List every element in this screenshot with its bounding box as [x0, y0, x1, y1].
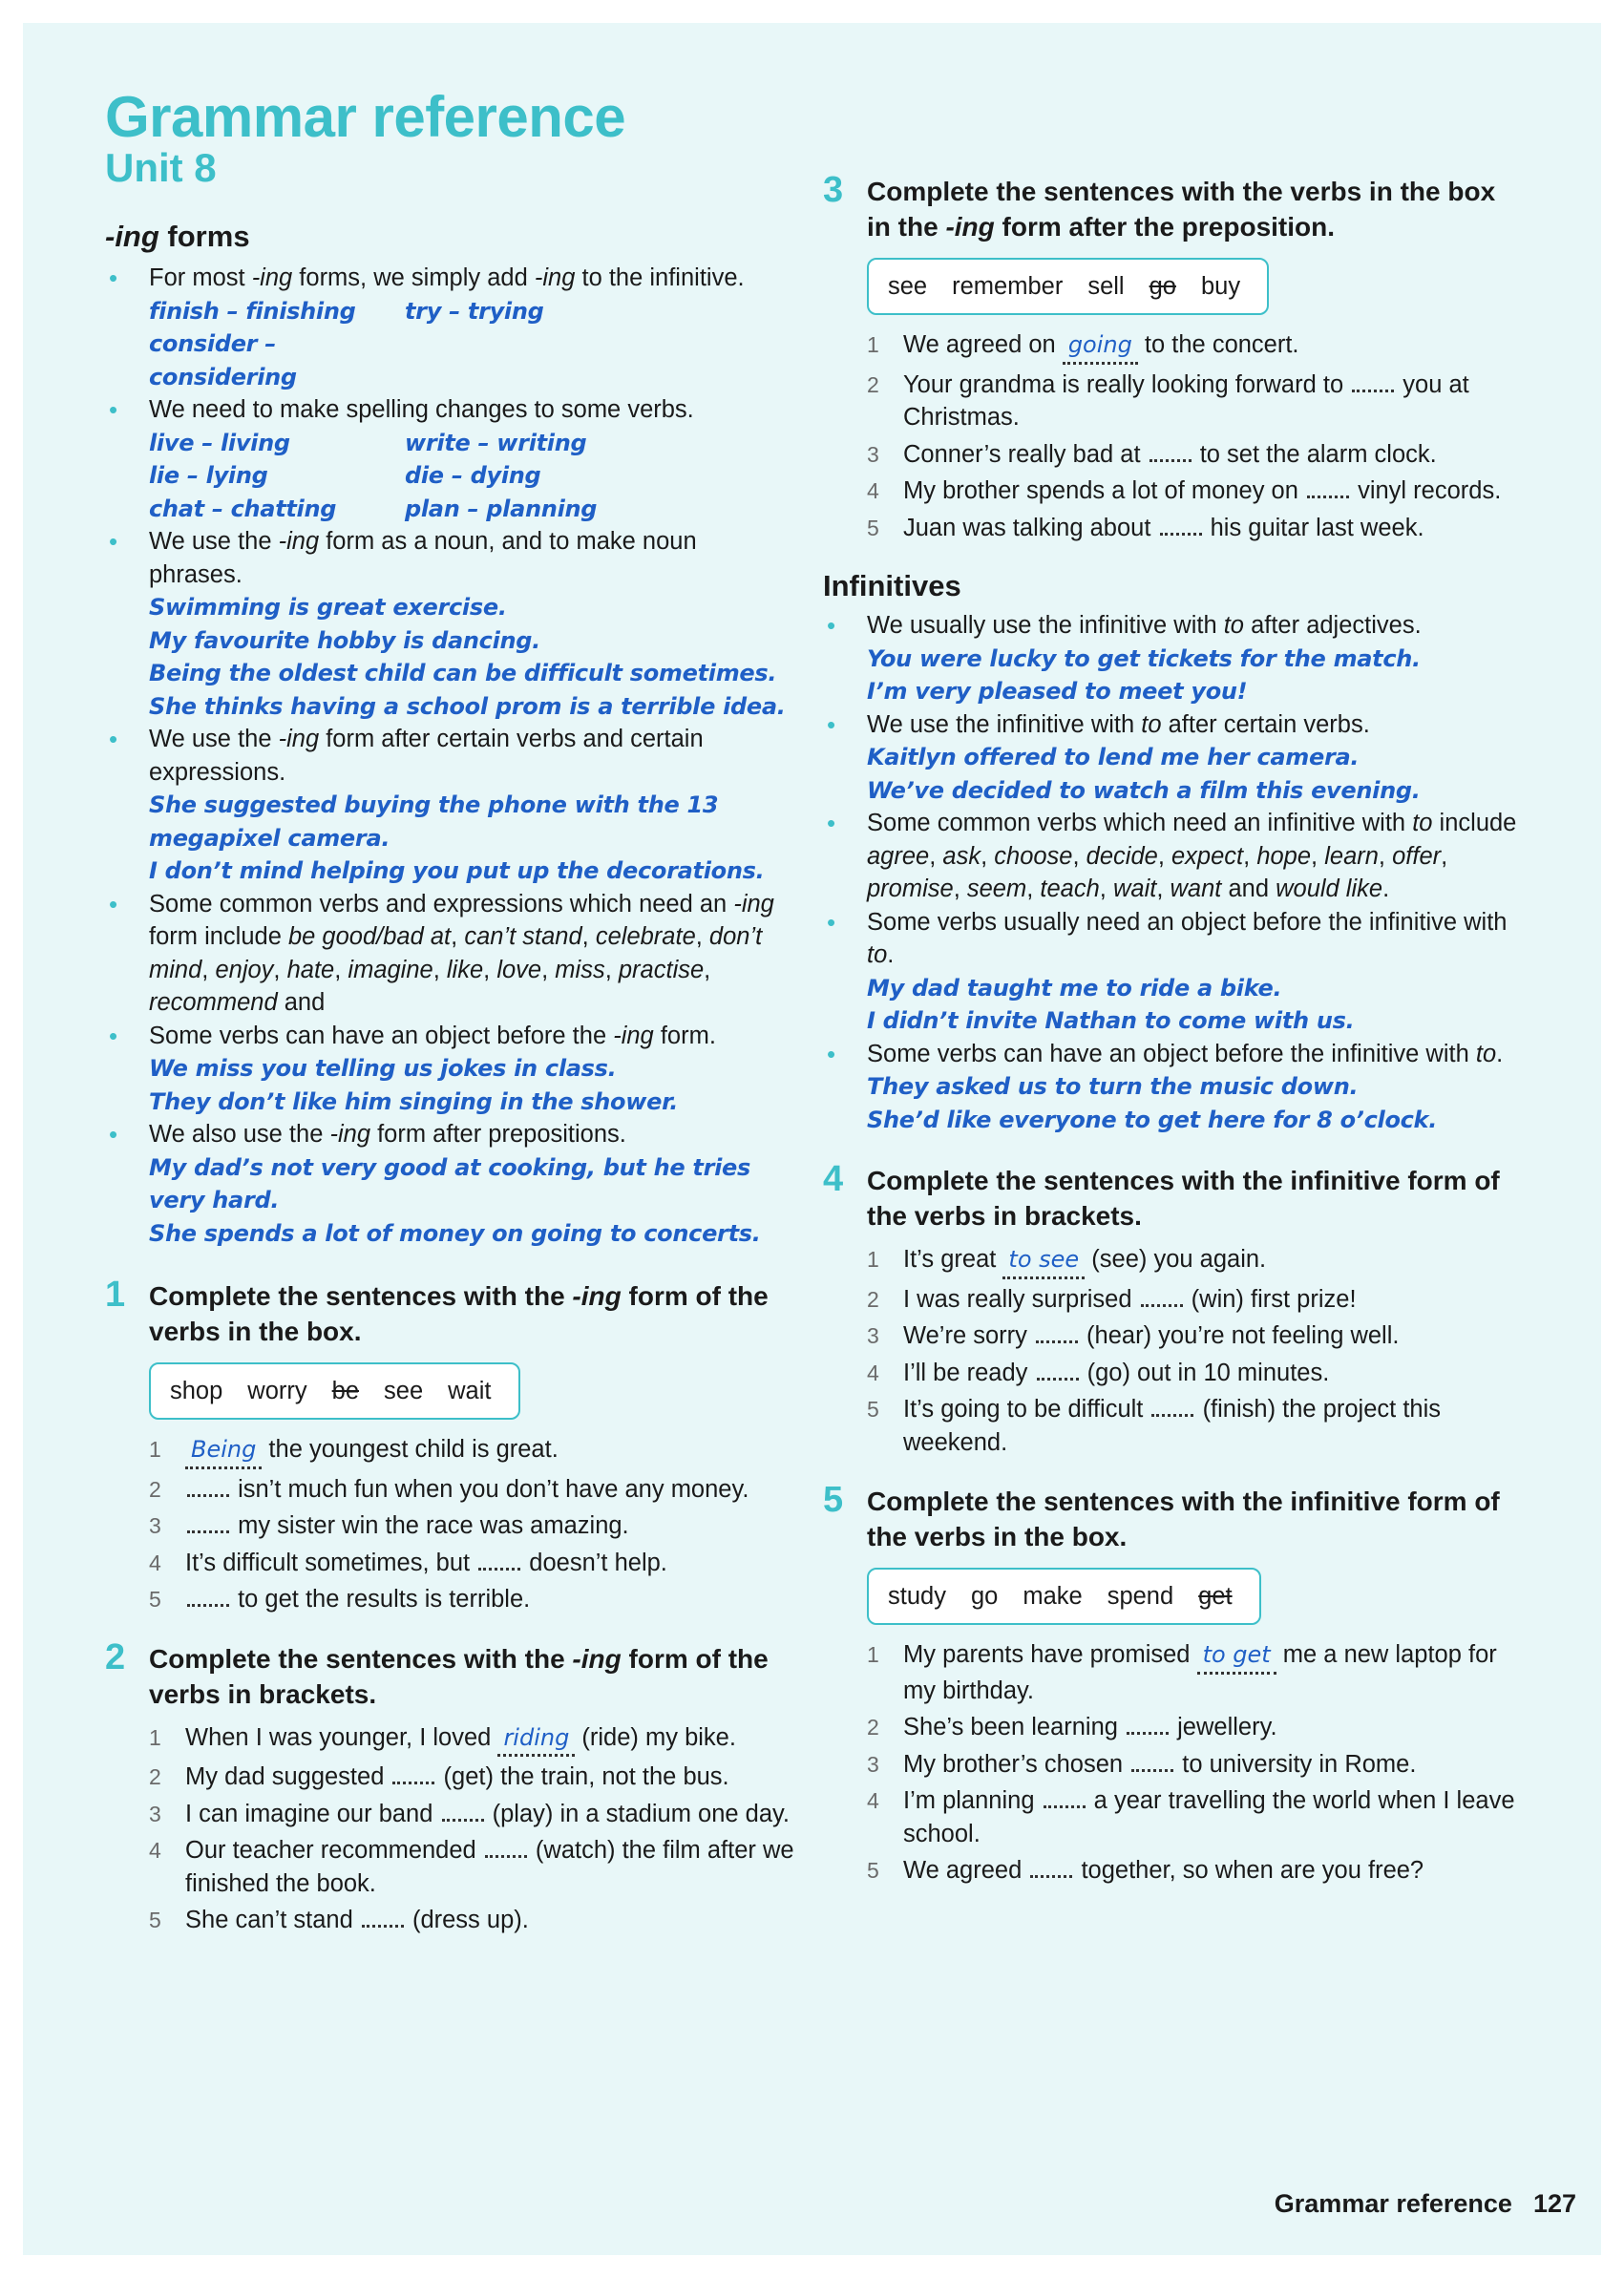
- example: plan – planning: [405, 495, 598, 522]
- answer-blank[interactable]: [1036, 1319, 1078, 1343]
- answer-blank[interactable]: [1127, 1711, 1169, 1735]
- answer-blank[interactable]: [1151, 1393, 1193, 1417]
- page-footer: [1275, 2189, 1576, 2219]
- answer-blank[interactable]: [1307, 475, 1349, 498]
- answer-blank[interactable]: to get: [1197, 1638, 1276, 1675]
- exercise-items: [867, 328, 1518, 544]
- answer-blank[interactable]: riding: [497, 1721, 575, 1758]
- exercise-number: 4: [823, 1159, 844, 1199]
- word: wait: [448, 1377, 492, 1404]
- ing-rules-list: [105, 262, 794, 1250]
- example: She thinks having a school prom is a terrible idea.: [149, 692, 786, 720]
- word-used: get: [1198, 1582, 1233, 1610]
- exercise-item: 4 Our teacher recommended (watch) the film after we finished the book.: [149, 1834, 794, 1900]
- exercise-item: 1 We agreed on going to the concert.: [867, 328, 1518, 365]
- exercise-2: [105, 1636, 794, 1937]
- word-box: [867, 258, 1269, 315]
- answer-blank[interactable]: [187, 1583, 229, 1607]
- answer-blank[interactable]: [1160, 512, 1202, 536]
- rule-item: • We use the -ing form after certain verbs and certain expressions. She suggested buying the phone with the 13 megapixel camera. I don’t mind helping you put up the decorations.: [105, 723, 794, 888]
- example: We’ve decided to watch a film this evening.: [867, 776, 1421, 804]
- rule-item: • Some verbs can have an object before the -ing form. We miss you telling us jokes in class. They don’t like him singing in the shower.: [105, 1020, 794, 1119]
- exercise-item: 2 Your grandma is really looking forward to you at Christmas.: [867, 369, 1518, 434]
- rule-item: • For most -ing forms, we simply add -ing to the infinitive. finish – finishing try – trying consider – considering: [105, 262, 794, 393]
- word-used: be: [331, 1377, 360, 1404]
- exercise-number: 3: [823, 170, 844, 210]
- exercise-item: 1 Being the youngest child is great.: [149, 1433, 794, 1469]
- example: try – trying: [405, 297, 544, 325]
- example: Kaitlyn offered to lend me her camera.: [867, 744, 1360, 770]
- unit-title: Unit 8: [105, 145, 217, 190]
- word: make: [1023, 1582, 1083, 1610]
- exercise-item: 2 My dad suggested (get) the train, not the bus.: [149, 1761, 794, 1794]
- exercise-1: [105, 1275, 794, 1616]
- example: finish – finishing: [149, 297, 356, 325]
- exercise-instruction: Complete the sentences with the verbs in the box in the -ing form after the preposition.: [867, 177, 1496, 242]
- exercise-instruction: Complete the sentences with the -ing form of the verbs in the box.: [149, 1281, 769, 1346]
- exercise-item: 1 When I was younger, I loved riding (ride) my bike.: [149, 1721, 794, 1758]
- example-pairs: [149, 427, 794, 526]
- exercise-item: 3 Conner’s really bad at to set the alarm clock.: [867, 438, 1518, 472]
- exercise-item: 5 We agreed together, so when are you free?: [867, 1854, 1518, 1888]
- answer-blank[interactable]: [392, 1761, 434, 1784]
- answer-blank[interactable]: [1044, 1784, 1086, 1808]
- example: chat – chatting: [149, 495, 337, 522]
- exercise-item: 3 My brother’s chosen to university in Rome.: [867, 1748, 1518, 1782]
- exercise-item: 2 isn’t much fun when you don’t have any money.: [149, 1473, 794, 1507]
- page-title: Grammar reference: [105, 85, 626, 149]
- rule-item: • We need to make spelling changes to some verbs. live – living write – writing lie – lying die – dying chat – chatting plan – planning: [105, 393, 794, 525]
- exercise-items: [867, 1638, 1518, 1888]
- page-number: 127: [1532, 2189, 1576, 2218]
- exercise-item: 5 to get the results is terrible.: [149, 1583, 794, 1616]
- example: They don’t like him singing in the shower.: [149, 1087, 679, 1115]
- example: I didn’t invite Nathan to come with us.: [867, 1007, 1355, 1034]
- answer-blank[interactable]: [478, 1547, 520, 1571]
- exercise-item: 3 I can imagine our band (play) in a stadium one day.: [149, 1798, 794, 1831]
- exercise-instruction: Complete the sentences with the infinitive form of the verbs in the box.: [867, 1487, 1500, 1551]
- word: remember: [952, 272, 1064, 300]
- word: sell: [1087, 272, 1125, 300]
- word: shop: [170, 1377, 223, 1404]
- exercise-3: [823, 170, 1518, 544]
- exercise-5: [823, 1480, 1518, 1888]
- word: worry: [247, 1377, 307, 1404]
- rule-item: • We usually use the infinitive with to after adjectives. You were lucky to get tickets for the match. I’m very pleased to meet you!: [823, 609, 1518, 708]
- exercise-items: [867, 1243, 1518, 1459]
- word: spend: [1107, 1582, 1174, 1610]
- example-pairs: [149, 295, 794, 394]
- footer-label: Grammar reference: [1274, 2189, 1512, 2218]
- infinitives-heading: Infinitives: [823, 569, 961, 602]
- ing-forms-heading: -ing forms: [105, 220, 250, 253]
- example: Being the oldest child can be difficult sometimes.: [149, 660, 777, 686]
- exercise-number: 1: [105, 1275, 126, 1315]
- word: buy: [1200, 272, 1241, 300]
- exercise-items: [149, 1433, 794, 1616]
- exercise-item: 4 I’m planning a year travelling the world when I leave school.: [867, 1784, 1518, 1850]
- rule-item: • Some verbs usually need an object before the infinitive with to. My dad taught me to ride a bike. I didn’t invite Nathan to come with us.: [823, 906, 1518, 1038]
- exercise-item: 5 Juan was talking about his guitar last week.: [867, 512, 1518, 545]
- exercise-item: 1 My parents have promised to get me a new laptop for my birthday.: [867, 1638, 1518, 1707]
- word-box: [867, 1568, 1261, 1625]
- answer-blank[interactable]: [1131, 1748, 1173, 1772]
- answer-blank[interactable]: [1141, 1283, 1183, 1307]
- example: She suggested buying the phone with the 13 megapixel camera.: [149, 791, 719, 852]
- rule-item: • Some verbs can have an object before the infinitive with to. They asked us to turn the music down. She’d like everyone to get here for 8 o’clock.: [823, 1038, 1518, 1137]
- rule-item: • We also use the -ing form after prepositions. My dad’s not very good at cooking, but he tries very hard. She spends a lot of money on going to concerts.: [105, 1118, 794, 1250]
- exercise-item: 5 She can’t stand (dress up).: [149, 1904, 794, 1937]
- answer-blank[interactable]: [362, 1904, 404, 1928]
- answer-blank[interactable]: Being: [185, 1433, 262, 1469]
- word-used: go: [1149, 272, 1176, 300]
- exercise-instruction: Complete the sentences with the infinitive form of the verbs in brackets.: [867, 1166, 1500, 1231]
- example: My dad’s not very good at cooking, but he tries very hard.: [149, 1153, 751, 1213]
- example: consider – considering: [149, 330, 297, 390]
- example: Swimming is great exercise.: [149, 594, 507, 621]
- word: study: [888, 1582, 946, 1610]
- word: see: [384, 1377, 424, 1404]
- exercise-items: [149, 1721, 794, 1937]
- answer-blank[interactable]: [187, 1509, 229, 1533]
- answer-blank[interactable]: [1149, 438, 1192, 462]
- exercise-item: 3 We’re sorry (hear) you’re not feeling well.: [867, 1319, 1518, 1353]
- right-column: [823, 170, 1518, 1891]
- example: She’d like everyone to get here for 8 o’clock.: [867, 1106, 1438, 1133]
- exercise-item: 2 I was really surprised (win) first prize!: [867, 1283, 1518, 1317]
- example: lie – lying: [149, 462, 268, 489]
- example: She spends a lot of money on going to concerts.: [149, 1219, 761, 1247]
- example: You were lucky to get tickets for the match.: [867, 644, 1421, 672]
- example: My dad taught me to ride a bike.: [867, 974, 1282, 1002]
- answer-blank[interactable]: to see: [1002, 1243, 1085, 1279]
- exercise-number: 2: [105, 1636, 126, 1677]
- word: go: [970, 1582, 999, 1610]
- rule-item: • We use the infinitive with to after certain verbs. Kaitlyn offered to lend me her camera. We’ve decided to watch a film this evening.: [823, 708, 1518, 808]
- example: They asked us to turn the music down.: [867, 1073, 1359, 1100]
- example: I don’t mind helping you put up the decorations.: [149, 857, 765, 884]
- rule-item: • Some common verbs which need an infinitive with to include agree, ask, choose, decide, expect, hope, learn, offer, promise, seem, teach, wait, want and would like.: [823, 807, 1518, 906]
- exercise-item: 2 She’s been learning jewellery.: [867, 1711, 1518, 1744]
- example: die – dying: [405, 462, 541, 489]
- rule-item: • We use the -ing form as a noun, and to make noun phrases. Swimming is great exercise. My favourite hobby is dancing. Being the oldest child can be difficult sometimes. She thinks having a school prom is a terrible idea.: [105, 525, 794, 723]
- answer-blank[interactable]: [442, 1798, 484, 1822]
- answer-blank[interactable]: [485, 1834, 527, 1858]
- answer-blank[interactable]: [1030, 1854, 1072, 1878]
- rule-item: • Some common verbs and expressions which need an -ing form include be good/bad at, can’t stand, celebrate, don’t mind, enjoy, hate, imagine, like, love, miss, practise, recommend and: [105, 888, 794, 1020]
- exercise-instruction: Complete the sentences with the -ing form of the verbs in brackets.: [149, 1643, 769, 1709]
- exercise-item: 4 It’s difficult sometimes, but doesn’t help.: [149, 1547, 794, 1580]
- word: see: [888, 272, 928, 300]
- answer-blank[interactable]: going: [1063, 328, 1138, 365]
- answer-blank[interactable]: [1037, 1357, 1079, 1381]
- word-box: [149, 1362, 520, 1420]
- exercise-item: 5 It’s going to be difficult (finish) the project this weekend.: [867, 1393, 1518, 1459]
- exercise-item: 3 my sister win the race was amazing.: [149, 1509, 794, 1543]
- example: live – living: [149, 429, 290, 456]
- example: write – writing: [405, 429, 587, 456]
- exercise-number: 5: [823, 1480, 844, 1520]
- answer-blank[interactable]: [1352, 369, 1394, 392]
- exercise-item: 4 I’ll be ready (go) out in 10 minutes.: [867, 1357, 1518, 1390]
- example: We miss you telling us jokes in class.: [149, 1055, 617, 1082]
- infinitive-rules-list: [823, 609, 1518, 1136]
- exercise-item: 1 It’s great to see (see) you again.: [867, 1243, 1518, 1279]
- exercise-item: 4 My brother spends a lot of money on vinyl records.: [867, 475, 1518, 508]
- example: I’m very pleased to meet you!: [867, 678, 1248, 705]
- answer-blank[interactable]: [187, 1473, 229, 1497]
- example: My favourite hobby is dancing.: [149, 626, 541, 654]
- exercise-4: [823, 1159, 1518, 1459]
- left-column: [105, 220, 794, 1941]
